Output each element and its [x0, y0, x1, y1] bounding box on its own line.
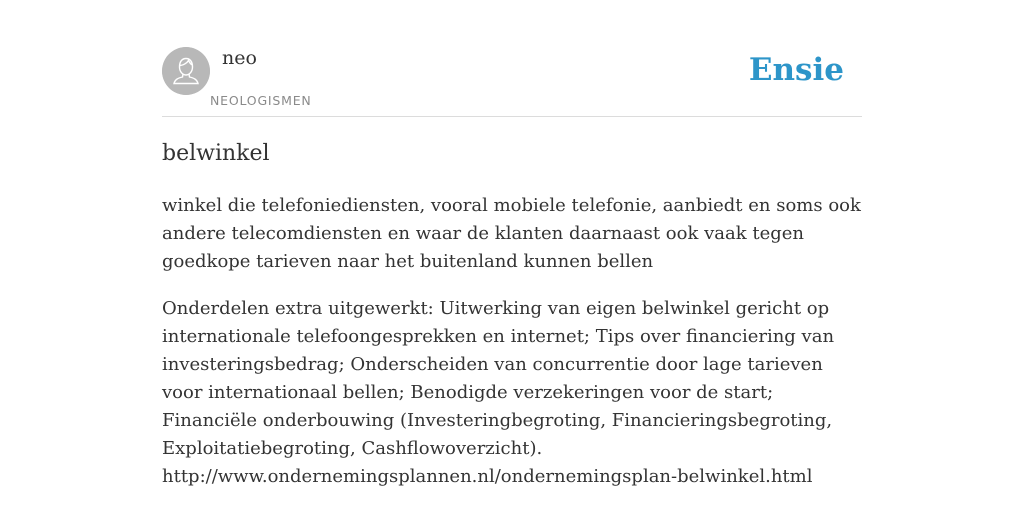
collection-label[interactable]: NEOLOGISMEN	[210, 93, 312, 108]
entry-term: belwinkel	[162, 141, 270, 166]
entry-example: Onderdelen extra uitgewerkt: Uitwerking van eigen belwinkel gericht op internationale telefoongesprekken en internet; Tips over financiering van investeringsbedrag; Onderscheiden van concurrentie door lage tarieven voor internationaal bellen; Benodigde verzekeringen voor de start; Financiële onderbouwing (Investeringbegroting, Financieringsbegroting, Exploitatiebegroting, Cashflowoverzicht). http://www.ondernemingsplannen.nl/ondernemingsplan-belwinkel.html	[162, 298, 835, 487]
ensie-logo[interactable]: Ensie	[748, 52, 844, 88]
author-name[interactable]: neo	[222, 47, 257, 69]
entry-definition: winkel die telefoniediensten, vooral mobiele telefonie, aanbiedt en soms ook andere telecomdiensten en waar de klanten daarnaast ook vaak tegen goedkope tarieven naar het buitenland kunnen bellen	[162, 195, 861, 272]
entry-header	[162, 46, 862, 117]
user-icon	[162, 47, 210, 95]
avatar[interactable]	[162, 47, 210, 95]
